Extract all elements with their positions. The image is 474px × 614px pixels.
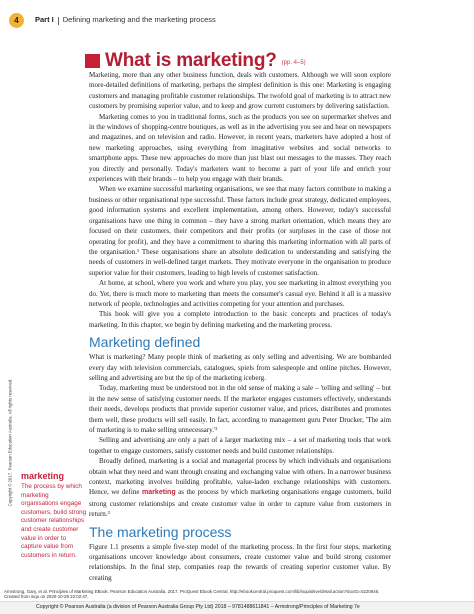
margin-definition bbox=[21, 471, 87, 560]
definition-rest: as the process by which marketing organisations engage customers, build strong customer relationships and create customer value in order to capture value from customers in return.³ bbox=[89, 488, 391, 519]
paragraph: When we examine successful marketing organisations, we see that many factors contribute to making a business or other organisational type successful. These factors include great strategy, dedicated employees, good information systems and excellent implementation, among others. However, today's successful organisations have one thing in common – they have a strong market orientation, which means they are focused on their customers, their competitors and their profits (or surpluses in the case of those not operating for profit), and they have a commitment to sharing this marketing information with all parts of the organisation.¹ These organisations share an absolute dedication to understanding and satisfying the needs of customers in well-defined target markets. They motivate everyone in the organisation to produce superior value for their customers, leading to high levels of customer satisfaction. bbox=[89, 185, 391, 277]
paragraph-definition bbox=[89, 456, 391, 519]
margin-definition-text: The process by which marketing organisations engage customers, build strong customer relationships and create customer value in order to capture value from customers in return. bbox=[21, 483, 87, 559]
paragraph: This book will give you a complete introduction to the basic concepts and practices of today's marketing. In this chapter, we begin by defining marketing and the marketing process. bbox=[89, 310, 391, 329]
part-label: Part I bbox=[35, 15, 54, 25]
heading-marketing-defined: Marketing defined bbox=[89, 334, 201, 351]
page-reference: (pp. 4–5) bbox=[281, 60, 306, 66]
citation-line: Created from inqu on 2020-10-29 22:02:47. bbox=[4, 594, 89, 600]
paragraph: What is marketing? Many people think of marketing as only selling and advertising. We are bombarded every day with television commercials, catalogues, spiels from salespeople and online pitches. However, selling and advertising are but the tip of the marketing iceberg. bbox=[89, 353, 391, 382]
part-title: Defining marketing and the marketing process bbox=[62, 15, 216, 25]
citation-line: Armstrong, Gary, et al. Principles of Marketing EBook. Pearson Education Australia, 2017. ProQuest Ebook Central, http://ebookcentral.proquest.com/lib/inquisitive/detail.action?docID=5220646. bbox=[4, 589, 380, 594]
page-number-badge: 4 bbox=[9, 13, 24, 28]
margin-term: marketing bbox=[21, 471, 65, 481]
footer-copyright: Copyright © Pearson Australia (a division of Pearson Australia Group Pty Ltd) 2018 – 9781488611841 – Armstrong/Principles of Marketing 7e bbox=[36, 604, 360, 610]
body-text bbox=[89, 70, 391, 583]
section-title-row bbox=[85, 50, 306, 72]
running-head bbox=[35, 15, 216, 24]
side-copyright: Copyright © 2017. Pearson Education Australia. All rights reserved. bbox=[7, 378, 13, 507]
title-marker bbox=[85, 54, 100, 68]
heading-marketing-process: The marketing process bbox=[89, 523, 232, 540]
page-header bbox=[9, 9, 216, 31]
paragraph: At home, at school, where you work and where you play, you see marketing in almost everything you do. Yet, there is much more to marketing than meets the consumer's casual eye. Behind it all is a massive network of people, technologies and activities competing for your attention and purchases. bbox=[89, 279, 391, 308]
paragraph: Figure 1.1 presents a simple five-step model of the marketing process. In the first four steps, marketing organisations uncover knowledge about consumers, create customer value and build strong customer relationships. In the final step, companies reap the rewards of creating superior customer value. By creating bbox=[89, 542, 391, 582]
key-term[interactable]: marketing bbox=[141, 489, 176, 497]
paragraph: Today, marketing must be understood not in the old sense of making a sale – 'telling and selling' – but in the new sense of satisfying customer needs. If the marketer engages customers effectively, understands their needs, develops products that provide superior customer value, and prices, distributes and promotes them well, these products will sell easily. In fact, according to management guru Peter Drucker, 'The aim of marketing is to make selling unnecessary.'² bbox=[89, 384, 391, 434]
paragraph: Marketing comes to you in traditional forms, such as the products you see on supermarket shelves and in the windows of shopping-centre boutiques, as well as in the advertising you see and hear on newspapers and magazines, and on television and radio. However, in recent years, marketers have adopted a host of new marketing approaches, using everything from imaginative websites and social networks to smartphone apps. These new approaches do more than just blast out messages to the masses. They reach you directly and personally. Today's marketers want to become a part of your life and enrich your experiences with their brands – to help you engage with their brands. bbox=[89, 112, 391, 184]
definition-lead: Broadly defined, marketing is a social and managerial process by which individuals and organisations obtain what they need and want through creating and exchanging value with others. In a narrower business context, marketing involves building profitable, value-laden exchange relationships with customers. Hence, we define bbox=[89, 457, 391, 497]
part-divider bbox=[58, 17, 59, 25]
citation bbox=[4, 589, 379, 599]
paragraph: Selling and advertising are only a part of a larger marketing mix – a set of marketing tools that work together to engage customers, satisfy customer needs and build customer relationships. bbox=[89, 436, 391, 455]
paragraph: Marketing, more than any other business function, deals with customers. Although we will soon explore more-detailed definitions of marketing, perhaps the simplest definition is this one: Marketing is engaging customers and managing profitable customer relationships. The twofold goal of marketing is to attract new customers by promising superior value, and to keep and grow current customers by delivering satisfaction. bbox=[89, 71, 391, 111]
section-title: What is marketing? bbox=[105, 50, 277, 71]
